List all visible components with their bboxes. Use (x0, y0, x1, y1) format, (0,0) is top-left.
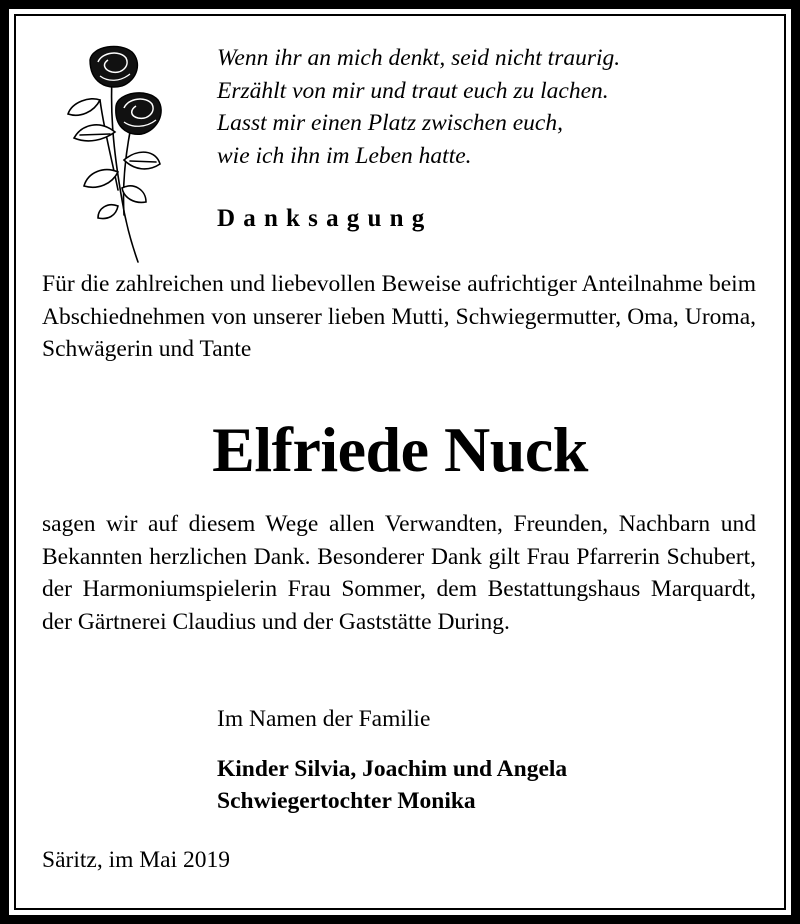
poem-line: wie ich ihn im Leben hatte. (217, 142, 472, 169)
family-intro: Im Namen der Familie (217, 706, 431, 732)
heading-danksagung: Danksagung (217, 205, 433, 232)
signer-line: Schwiegertochter Monika (217, 788, 476, 814)
poem (217, 42, 757, 172)
poem-line: Wenn ihr an mich denkt, seid nicht traurig. (217, 45, 621, 71)
place-date: Säritz, im Mai 2019 (42, 847, 230, 873)
thanks-paragraph-body: sagen wir auf diesem Wege allen Verwandten, Freunden, Nachbarn und Bekannten herzlichen Dank. Besonderer Dank gilt Frau Pfarrerin Schubert, der Harmoniumspielerin Frau Sommer, dem Bestattungshaus Marquardt, der Gärtnerei Claudius und der Gaststätte During. (42, 511, 756, 635)
thanks-paragraph-intro: Für die zahlreichen und liebevollen Beweise aufrichtiger Anteilnahme beim Abschiednehmen von unserer lieben Mutti, Schwiegermutter, Oma, Uroma, Schwägerin und Tante (42, 271, 756, 362)
poem-line: Lasst mir einen Platz zwischen euch, (217, 110, 563, 136)
poem-line: Erzählt von mir und traut euch zu lachen. (217, 77, 609, 104)
signer-line: Kinder Silvia, Joachim und Angela (217, 756, 568, 782)
rose-icon (60, 40, 165, 265)
deceased-name: Elfriede Nuck (212, 414, 588, 485)
